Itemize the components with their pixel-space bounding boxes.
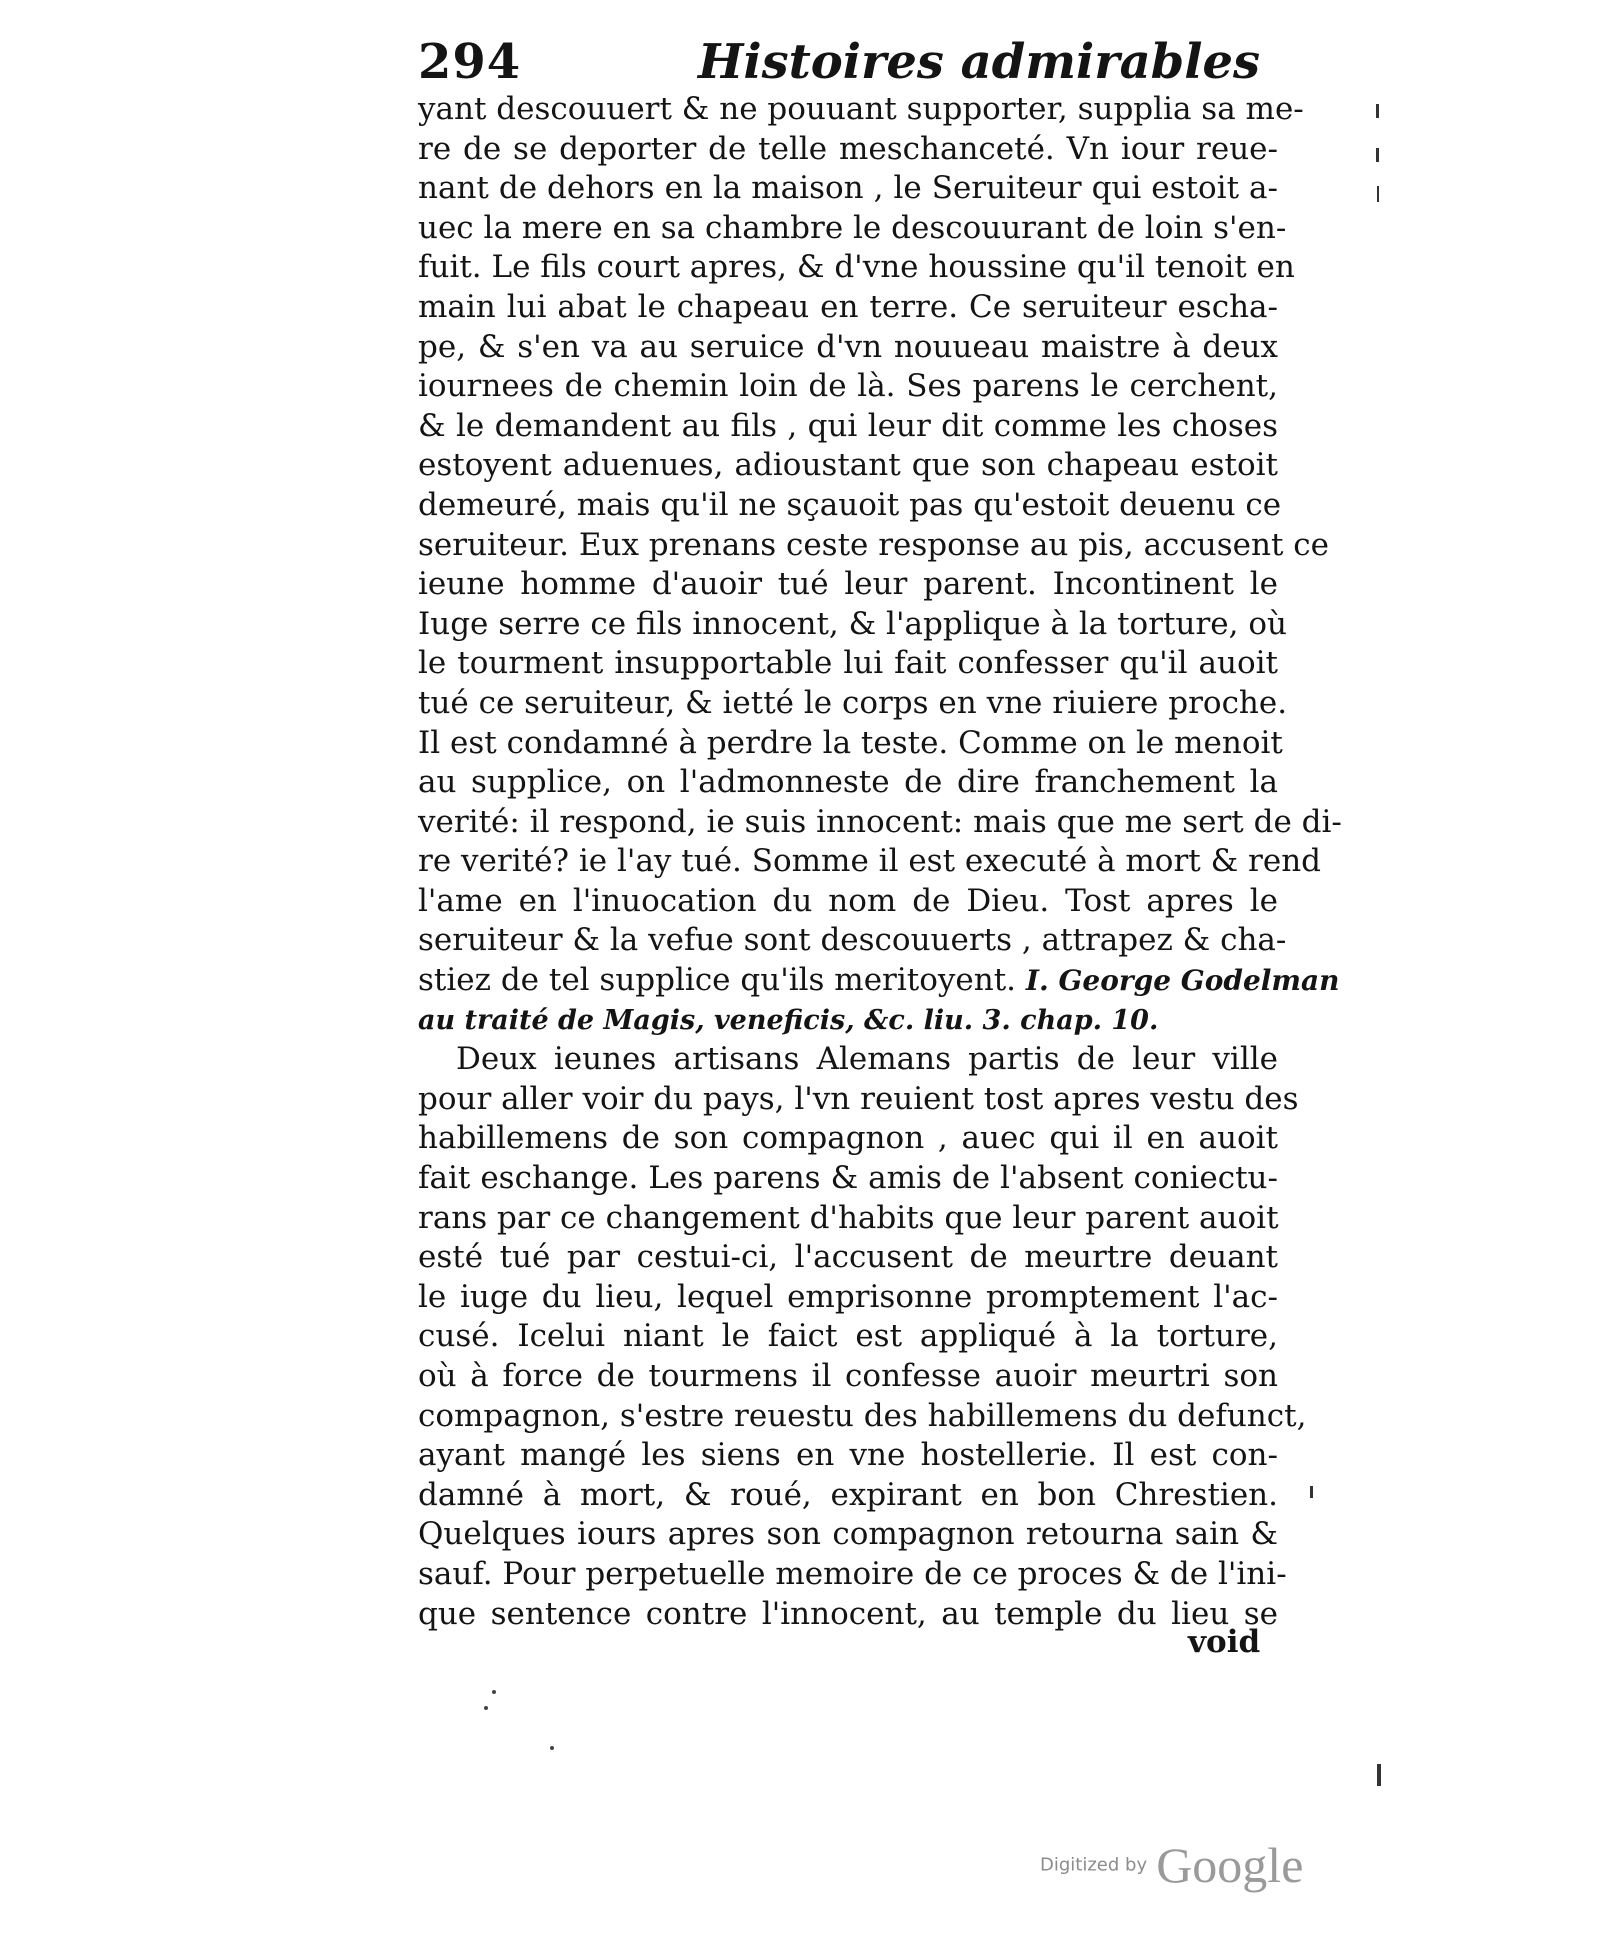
text-line-segment: stiez de tel supplice qu'ils meritoyent. [418,962,1017,999]
text-line: Iuge serre ce fils innocent, & l'applique à la torture, où [418,605,1287,642]
text-line: cusé. Icelui niant le faict est appliqué à la torture, [418,1318,1278,1355]
margin-speck [1377,1764,1381,1786]
text-line: seruiteur & la vefue sont descouuerts , attrapez & cha- [418,922,1287,959]
citation-line: au traité de Magis, veneficis, &c. liu. 3. chap. 10. [418,1004,1159,1036]
text-line: nant de dehors en la maison , le Seruiteur qui estoit a- [418,170,1278,207]
text-line: seruiteur. Eux prenans ceste response au pis, accusent ce [418,526,1329,563]
marginal-citation: I. George Godelman [1025,964,1340,998]
page-number: 294 [418,34,522,90]
text-line: re de se deporter de telle meschanceté. Vn iour reue- [418,130,1278,167]
text-line: tué ce seruiteur, & ietté le corps en vne riuiere proche. [418,684,1288,721]
paragraph-start-line: Deux ieunes artisans Alemans partis de leur ville [456,1041,1278,1078]
margin-speck [550,1746,554,1750]
text-line: fait eschange. Les parens & amis de l'absent coniectu- [418,1160,1278,1197]
page-header [418,34,1278,90]
margin-speck [1377,186,1379,202]
text-line: ieune homme d'auoir tué leur parent. Incontinent le [418,566,1278,603]
text-line: au supplice, on l'admonneste de dire franchement la [418,764,1278,801]
text-line: uec la mere en sa chambre le descouurant de loin s'en- [418,209,1287,246]
text-line: le tourment insupportable lui fait confesser qu'il auoit [418,645,1278,682]
text-line: damné à mort, & roué, expirant en bon Chrestien. [418,1476,1278,1513]
text-line: le iuge du lieu, lequel emprisonne promptement l'ac- [418,1278,1278,1315]
text-line: main lui abat le chapeau en terre. Ce seruiteur escha- [418,288,1278,325]
text-line: habillemens de son compagnon , auec qui il en auoit [418,1120,1278,1157]
text-block [418,90,1342,1634]
text-line-with-citation [418,961,1340,1001]
catchword: void [1188,1624,1261,1660]
digitized-by-google-watermark [1040,1836,1303,1894]
text-line: sauf. Pour perpetuelle memoire de ce proces & de l'ini- [418,1555,1287,1592]
margin-speck [1376,104,1379,118]
text-line: & le demandent au fils , qui leur dit comme les choses [418,407,1278,444]
text-line: yant descouuert & ne pouuant supporter, supplia sa me- [418,91,1304,127]
margin-speck [484,1706,488,1710]
text-line: demeuré, mais qu'il ne sçauoit pas qu'estoit deuenu ce [418,486,1282,523]
text-line: esté tué par cestui-ci, l'accusent de meurtre deuant [418,1239,1278,1276]
text-line: fuit. Le fils court apres, & d'vne houssine qu'il tenoit en [418,249,1295,286]
text-line: estoyent aduenues, adioustant que son chapeau estoit [418,447,1278,484]
text-line: ayant mangé les siens en vne hostellerie. Il est con- [418,1437,1278,1474]
text-line: l'ame en l'inuocation du nom de Dieu. Tost apres le [418,882,1278,919]
text-line: où à force de tourmens il confesse auoir meurtri son [418,1358,1278,1394]
text-line: Quelques iours apres son compagnon retourna sain & [418,1516,1278,1553]
margin-speck [1310,1486,1313,1498]
digitized-label: Digitized by [1040,1854,1148,1876]
text-line: que sentence contre l'innocent, au temple du lieu se [418,1595,1278,1632]
text-line: re verité? ie l'ay tué. Somme il est executé à mort & rend [418,843,1322,880]
running-title: Histoires admirables [698,34,1261,90]
margin-speck [1376,148,1379,162]
text-line: Il est condamné à perdre la teste. Comme on le menoit [418,724,1283,761]
text-line: rans par ce changement d'habits que leur parent auoit [418,1199,1279,1236]
margin-speck [492,1690,496,1694]
text-line: pe, & s'en va au seruice d'vn nouueau maistre à deux [418,328,1278,365]
text-line: pour aller voir du pays, l'vn reuient tost apres vestu des [418,1080,1299,1117]
text-line: verité: il respond, ie suis innocent: mais que me sert de di- [418,803,1342,840]
text-line: compagnon, s'estre reuestu des habillemens du defunct, [418,1397,1307,1434]
text-line: iournees de chemin loin de là. Ses parens le cerchent, [418,368,1278,405]
google-logo: Google [1156,1837,1304,1893]
